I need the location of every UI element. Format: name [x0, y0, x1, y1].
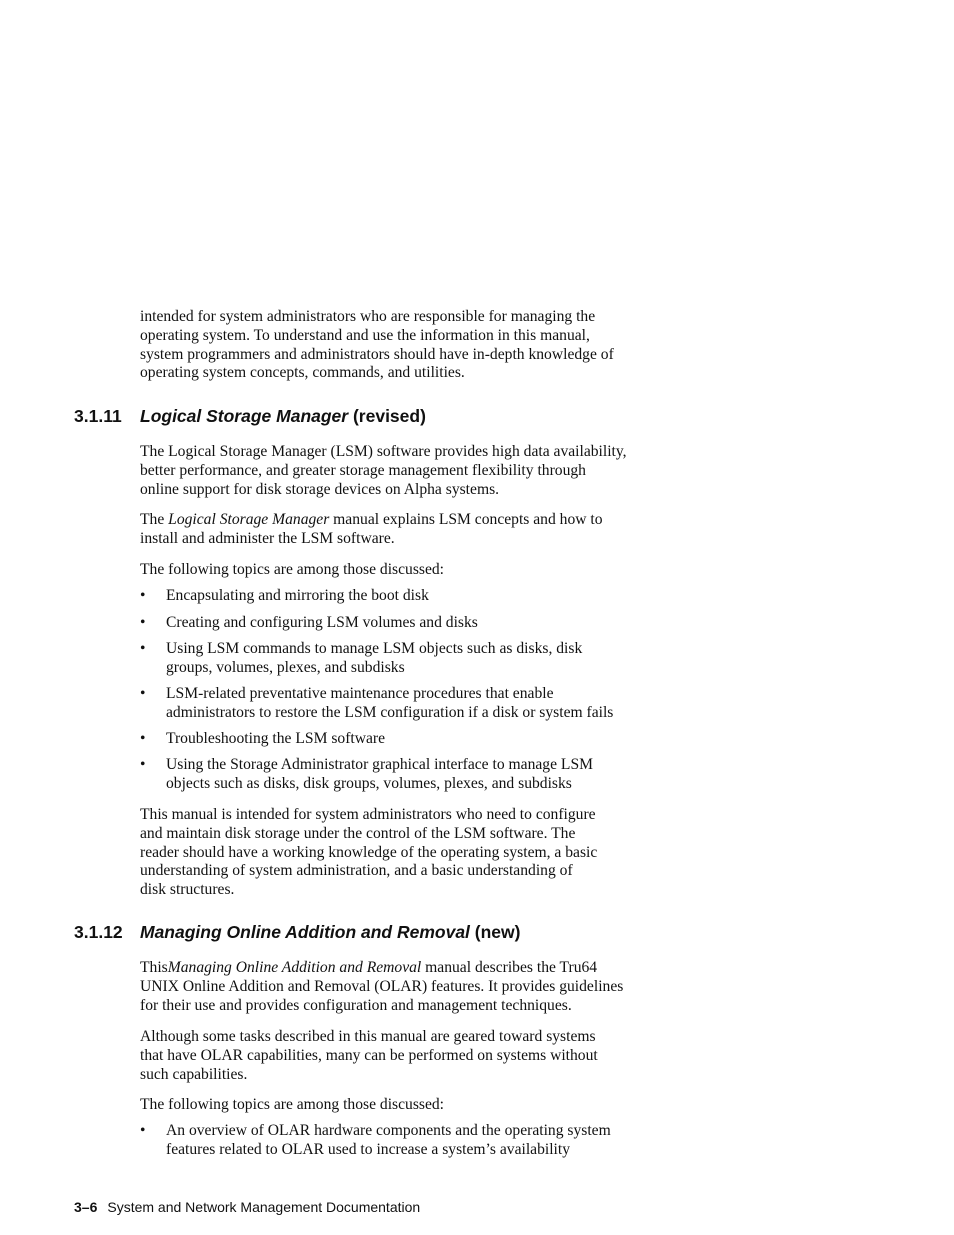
list-item: [140, 587, 726, 606]
text-line: intended for system administrators who are responsible for managing the: [140, 308, 596, 325]
list-item: [140, 730, 726, 749]
text-line: for their use and provides configuration and management techniques.: [140, 996, 572, 1014]
intro-paragraph: [140, 308, 700, 383]
text-fragment: manual explains LSM concepts and how to: [329, 511, 603, 528]
text-line: Although some tasks described in this manual are geared toward systems: [140, 1028, 596, 1045]
text-line: Using the Storage Administrator graphical interface to manage LSM: [166, 756, 593, 773]
text-line: The Logical Storage Manager (LSM) software provides high data availability,: [140, 443, 627, 460]
list-item: [140, 756, 726, 794]
text-line: operating system concepts, commands, and utilities.: [140, 364, 465, 382]
list-item: [140, 1122, 726, 1160]
text-line: [140, 511, 700, 530]
text-line: online support for disk storage devices on Alpha systems.: [140, 480, 500, 498]
text-line: features related to OLAR used to increase a system’s availability: [166, 1140, 571, 1158]
bullet: •: [140, 640, 146, 657]
manual-title: Logical Storage Manager: [168, 511, 330, 528]
section-heading-olar: [74, 922, 520, 943]
section-number: 3.1.12: [74, 922, 123, 942]
manual-title: Managing Online Addition and Removal: [167, 959, 422, 976]
bullet: •: [140, 756, 146, 773]
text-line: The following topics are among those discussed:: [140, 561, 445, 578]
bullet: •: [140, 730, 146, 747]
section-heading-lsm: [74, 406, 426, 427]
section-title-suffix: (revised): [348, 406, 426, 426]
text-line: that have OLAR capabilities, many can be performed on systems without: [140, 1046, 598, 1064]
text-line: better performance, and greater storage management flexibility through: [140, 461, 586, 479]
text-line: Using LSM commands to manage LSM objects such as disks, disk: [166, 640, 583, 657]
lsm-paragraph-2: [140, 511, 700, 549]
text-line: operating system. To understand and use the information in this manual,: [140, 326, 590, 344]
lsm-paragraph-4: [140, 806, 700, 900]
text-line: system programmers and administrators should have in-depth knowledge of: [140, 345, 614, 363]
text-line: and maintain disk storage under the control of the LSM software. The: [140, 824, 576, 842]
footer-title: System and Network Management Documentation: [107, 1199, 421, 1215]
bullet: •: [140, 587, 146, 604]
bullet: •: [140, 614, 146, 631]
text-line: install and administer the LSM software.: [140, 529, 395, 547]
text-line: administrators to restore the LSM configuration if a disk or system fails: [166, 703, 614, 721]
text-line: UNIX Online Addition and Removal (OLAR) features. It provides guidelines: [140, 977, 624, 995]
list-item: [140, 614, 726, 633]
text-line: groups, volumes, plexes, and subdisks: [166, 658, 405, 676]
text-line: Encapsulating and mirroring the boot disk: [166, 587, 429, 604]
section-title: Managing Online Addition and Removal: [140, 922, 470, 942]
text-line: understanding of system administration, and a basic understanding of: [140, 862, 573, 880]
text-line: objects such as disks, disk groups, volumes, plexes, and subdisks: [166, 774, 572, 792]
text-line: An overview of OLAR hardware components and the operating system: [166, 1122, 611, 1139]
page-number: 3–6: [74, 1199, 98, 1215]
text-fragment: manual describes the Tru64: [421, 959, 598, 976]
list-item: [140, 685, 746, 723]
text-line: reader should have a working knowledge of the operating system, a basic: [140, 843, 598, 861]
lsm-paragraph-3: [140, 561, 700, 580]
text-line: Troubleshooting the LSM software: [166, 730, 386, 747]
section-number: 3.1.11: [74, 406, 122, 426]
text-line: Creating and configuring LSM volumes and disks: [166, 614, 478, 631]
text-line: This manual is intended for system administrators who need to configure: [140, 806, 596, 823]
olar-paragraph-2: [140, 1028, 700, 1084]
text-line: The following topics are among those discussed:: [140, 1096, 445, 1113]
text-fragment: The: [140, 511, 169, 528]
list-item: [140, 640, 726, 678]
text-line: LSM-related preventative maintenance procedures that enable: [166, 685, 554, 702]
text-fragment: This: [140, 959, 168, 976]
olar-paragraph-1: [140, 959, 700, 1015]
lsm-paragraph-1: [140, 443, 700, 499]
olar-paragraph-3: [140, 1096, 700, 1115]
text-line: disk structures.: [140, 881, 235, 899]
bullet: •: [140, 1122, 146, 1139]
page-footer: [74, 1199, 420, 1215]
bullet: •: [140, 685, 146, 702]
text-line: [140, 959, 700, 978]
section-title: Logical Storage Manager: [140, 406, 349, 426]
section-title-suffix: (new): [469, 922, 521, 942]
text-line: such capabilities.: [140, 1065, 248, 1083]
